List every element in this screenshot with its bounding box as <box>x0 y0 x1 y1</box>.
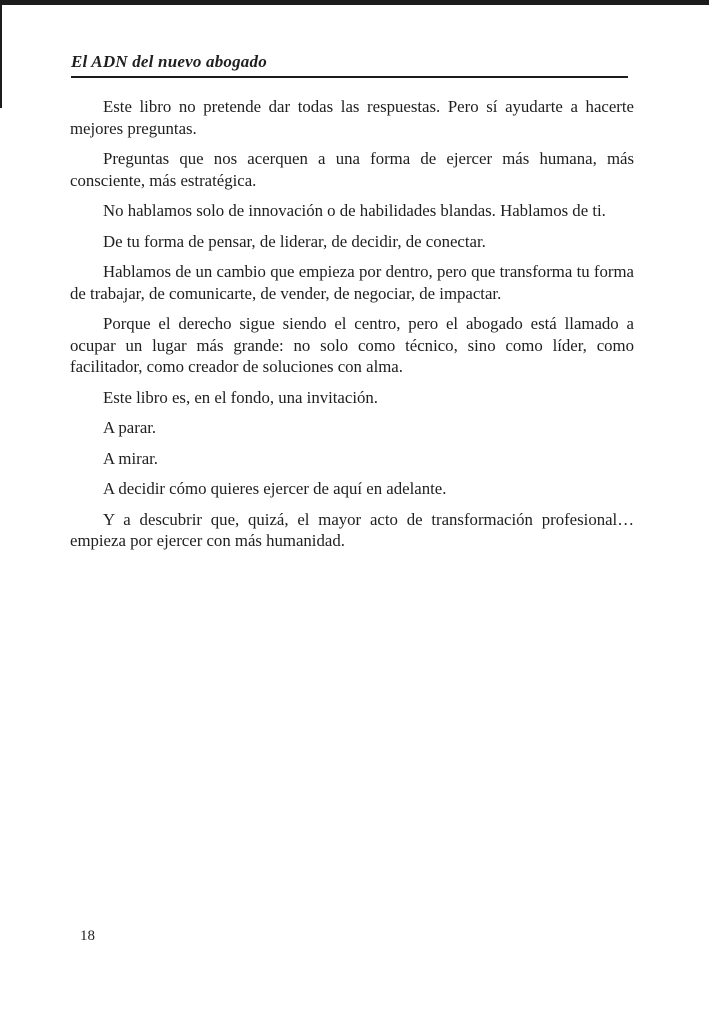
paragraph: Este libro no pretende dar todas las respuestas. Pero sí ayudarte a hacerte mejores preguntas. <box>70 97 634 138</box>
paragraph: No hablamos solo de innovación o de habilidades blandas. Hablamos de ti. <box>103 201 606 220</box>
running-header <box>71 52 628 78</box>
paragraph: A decidir cómo quieres ejercer de aquí en adelante. <box>103 479 447 498</box>
page-left-edge-tick <box>0 0 2 108</box>
page-top-edge <box>0 0 709 5</box>
paragraph: A mirar. <box>103 448 158 468</box>
paragraph: Preguntas que nos acerquen a una forma de ejercer más humana, más consciente, más estratégica. <box>70 149 634 190</box>
paragraph: Hablamos de un cambio que empieza por dentro, pero que transforma tu forma de trabajar, de comunicarte, de vender, de negociar, de impactar. <box>70 262 634 303</box>
paragraph: Y a descubrir que, quizá, el mayor acto de transformación profesional… empieza por ejercer con más humanidad. <box>70 509 634 550</box>
paragraph: A parar. <box>103 418 157 437</box>
paragraph: Porque el derecho sigue siendo el centro, pero el abogado está llamado a ocupar un lugar más grande: no solo como técnico, sino como líder, como facilitador, como creador de soluciones con alma. <box>70 314 634 376</box>
running-header-title: El ADN del nuevo abogado <box>71 52 267 71</box>
paragraph: Este libro es, en el fondo, una invitación. <box>103 387 378 407</box>
page-number: 18 <box>80 928 95 944</box>
paragraph: De tu forma de pensar, de liderar, de decidir, de conectar. <box>103 231 486 251</box>
page-body <box>70 96 634 561</box>
